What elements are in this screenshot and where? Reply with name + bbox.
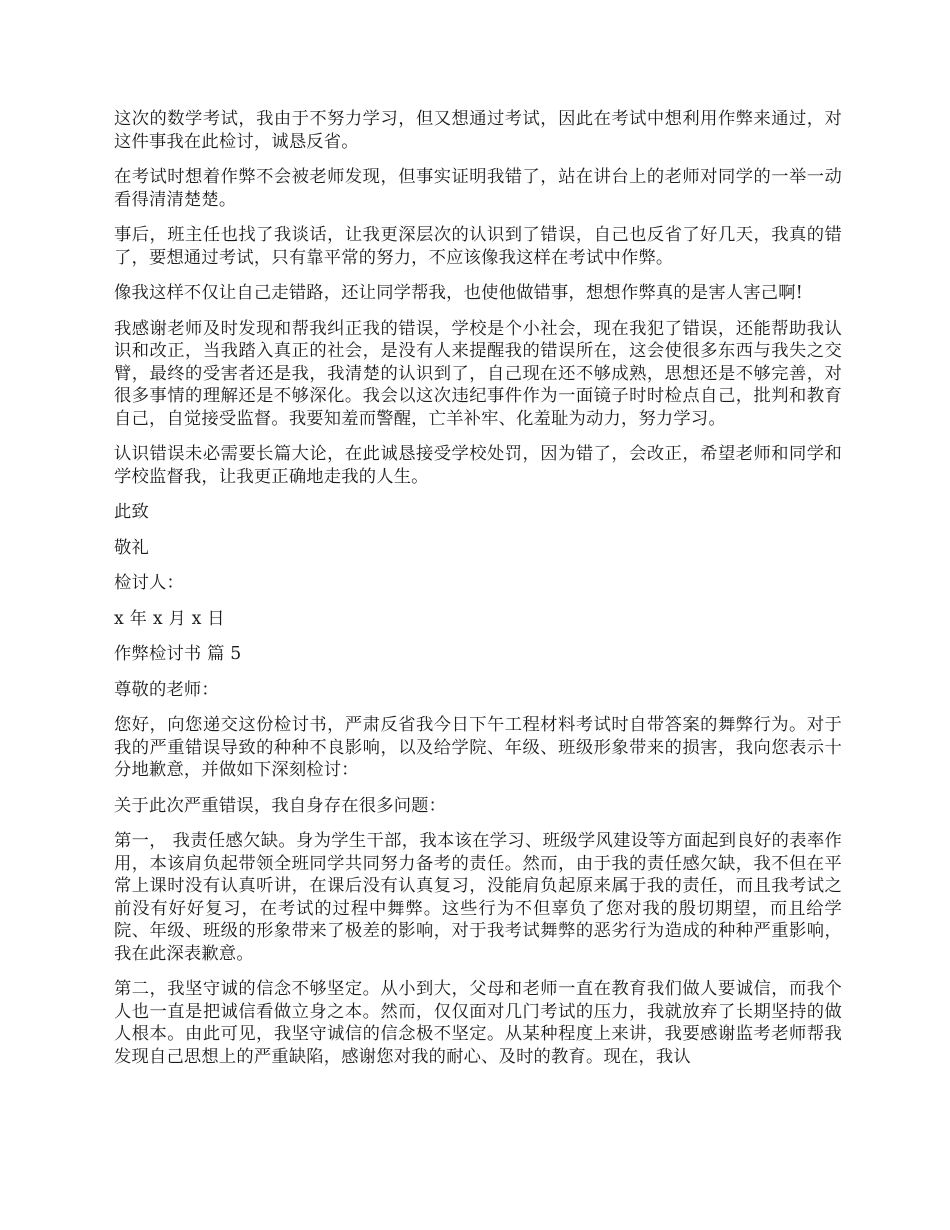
paragraph-8: 关于此次严重错误，我自身存在很多问题： (114, 795, 447, 816)
paragraph-4: 像我这样不仅让自己走错路，还让同学帮我，也使他做错事，想想作弊真的是害人害己啊! (114, 283, 803, 303)
paragraph-10: 第二，我坚守诚的信念不够坚定。从小到大，父母和老师一直在教育我们做人要诚信，而我个人也一直是把诚信看做立身之本。然而，仅仅面对几门考试的压力，我就放弃了长期坚持的做人根本。由此可见，我坚守诚信的信念极不坚定。从某种程度上来讲，我要感谢监考老师帮我发现自己思想上的严重缺陷，感谢您对我的耐心、及时的教育。现在，我认 (114, 979, 842, 1067)
paragraph-9: 第一， 我责任感欠缺。身为学生干部，我本该在学习、班级学风建设等方面起到良好的表率作用，本该肩负起带领全班同学共同努力备考的责任。然而，由于我的责任感欠缺，我不但在平常上课时没有认真听讲，在课后没有认真复习，没能肩负起原来属于我的责任，而且我考试之前没有好好复习，在考试的过程中舞弊。这些行为不但辜负了您对我的殷切期望，而且给学院、年级、班级的形象带来了极差的影响，对于我考试舞弊的恶劣行为造成的种种严重影响，我在此深表歉意。 (114, 831, 842, 964)
paragraph-1: 这次的数学考试，我由于不努力学习，但又想通过考试，因此在考试中想利用作弊来通过，对这件事我在此检讨，诚恳反省。 (114, 109, 842, 152)
paragraph-7: 您好，向您递交这份检讨书，严肃反省我今日下午工程材料考试时自带答案的舞弊行为。对于我的严重错误导致的种种不良影响，以及给学院、年级、班级形象带来的损害，我向您表示十分地歉意，并做如下深刻检讨： (114, 715, 842, 780)
paragraph-2: 在考试时想着作弊不会被老师发现，但事实证明我错了，站在讲台上的老师对同学的一举一动看得清清楚楚。 (114, 167, 842, 210)
paragraph-3: 事后，班主任也找了我谈话，让我更深层次的认识到了错误，自己也反省了好几天，我真的错了，要想通过考试，只有靠平常的努力，不应该像我这样在考试中作弊。 (114, 225, 842, 268)
greeting: 尊敬的老师： (114, 679, 219, 700)
paragraph-5: 我感谢老师及时发现和帮我纠正我的错误，学校是个小社会，现在我犯了错误，还能帮助我认识和改正，当我踏入真正的社会，是没有人来提醒我的错误所在，这会使很多东西与我失之交臂，最终的受害者还是我，我清楚的认识到了，自己现在还不够成熟，思想还是不够完善，对很多事情的理解还是不够深化。我会以这次违纪事件作为一面镜子时时检点自己，批判和教育自己，自觉接受监督。我要知羞而警醒，亡羊补牢、化羞耻为动力，努力学习。 (114, 318, 842, 429)
date-line: x 年 x 月 x 日 (114, 608, 225, 629)
paragraph-6: 认识错误未必需要长篇大论，在此诚恳接受学校处罚，因为错了，会改正，希望老师和同学和学校监督我，让我更正确地走我的人生。 (114, 444, 842, 487)
closing-salutation: 此致 (114, 502, 149, 522)
signer-label: 检讨人： (114, 573, 184, 593)
closing-regards: 敬礼 (114, 537, 149, 558)
document-body (114, 108, 842, 1081)
section-title: 作弊检讨书 篇 5 (114, 644, 242, 664)
